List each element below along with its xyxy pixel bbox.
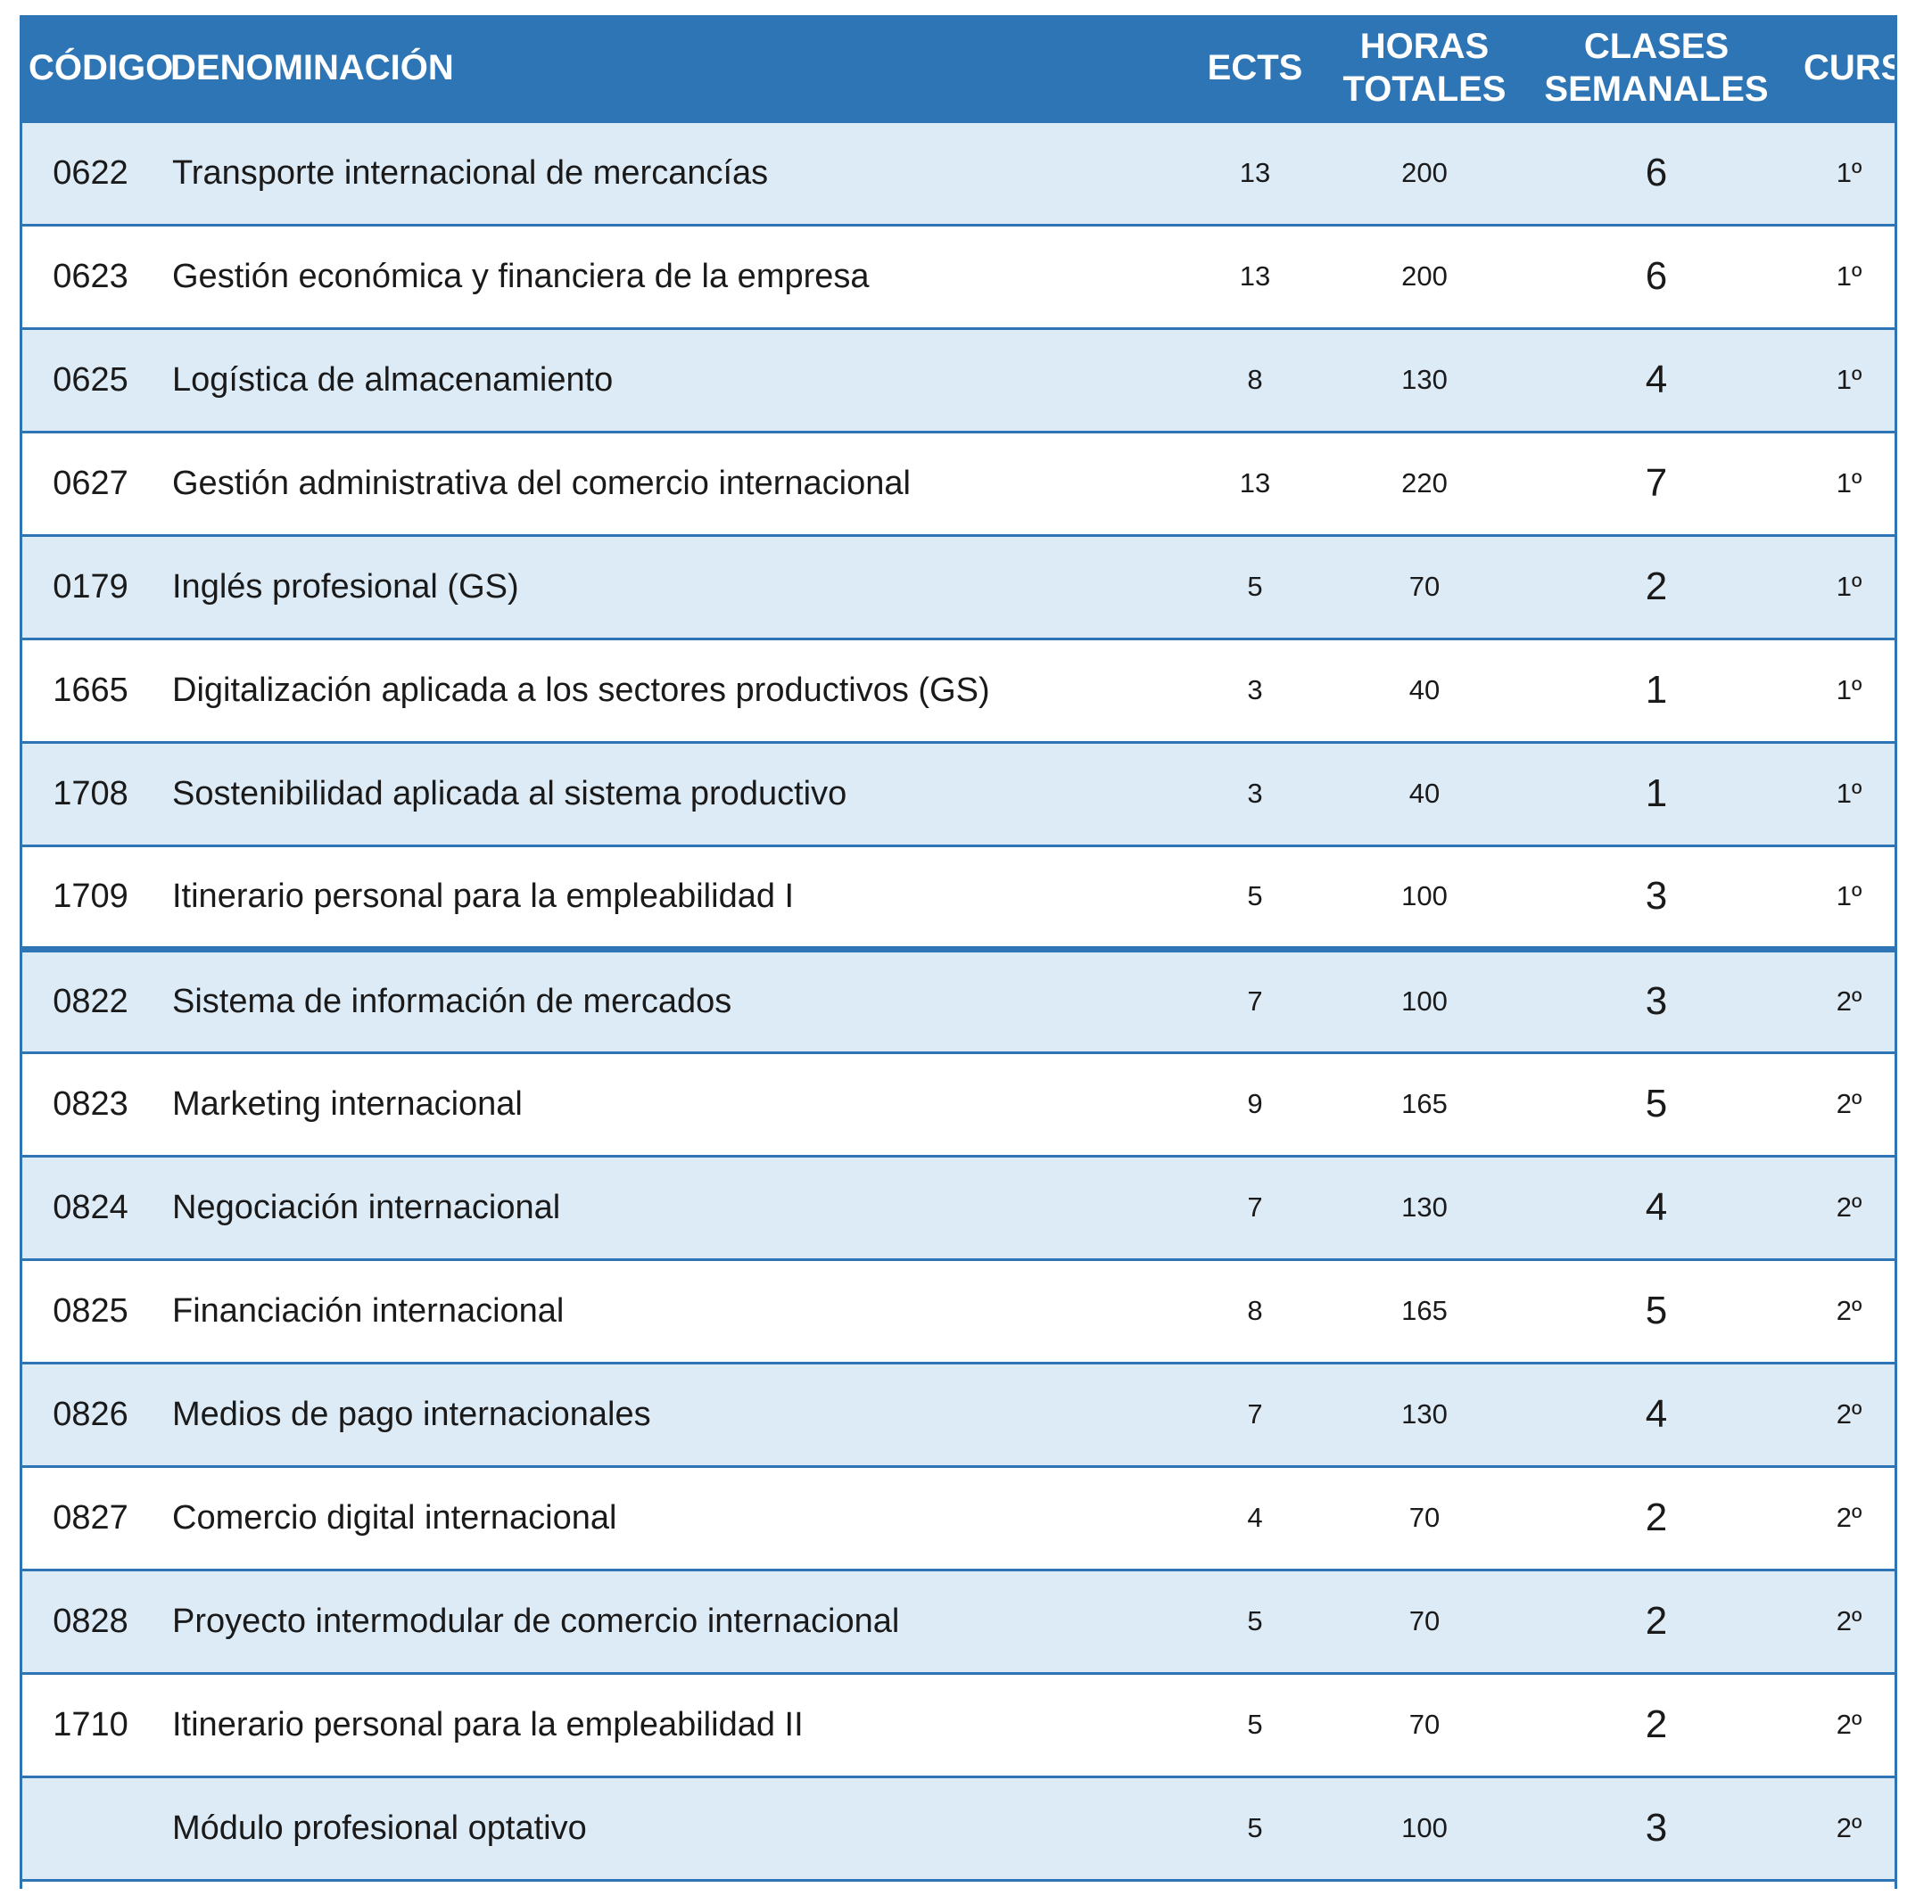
table-row xyxy=(20,121,1895,225)
cell-weekly: 3 xyxy=(1509,1776,1804,1880)
cell-weekly: 3 xyxy=(1509,845,1804,949)
cell-hours: 40 xyxy=(1340,639,1509,742)
cell-name: Comercio digital internacional xyxy=(167,1466,1170,1570)
cell-code: 1710 xyxy=(20,1673,167,1776)
cell-weekly: 3 xyxy=(1509,949,1804,1052)
cell-course: 2º xyxy=(1804,1570,1895,1673)
cell-name: Itinerario personal para la empleabilidad II xyxy=(167,1673,1170,1776)
header-ects: ECTS xyxy=(1207,47,1303,87)
cell-ects: 8 xyxy=(1170,1259,1340,1363)
cell-name: Sistema de información de mercados xyxy=(167,949,1170,1052)
table-header xyxy=(20,15,1932,121)
header-code: CÓDIGO xyxy=(29,47,174,87)
cell-weekly: 2 xyxy=(1509,1673,1804,1776)
modules-table-container xyxy=(20,15,1932,1882)
cell-course: 1º xyxy=(1804,535,1895,639)
header-weekly-line2: SEMANALES xyxy=(1544,69,1769,109)
header-name: DENOMINACIÓN xyxy=(170,47,454,87)
cell-name: Gestión administrativa del comercio internacional xyxy=(167,432,1170,535)
header-weekly xyxy=(1509,15,1804,121)
cell-weekly: 4 xyxy=(1509,328,1804,432)
cell-weekly: 7 xyxy=(1509,432,1804,535)
cell-ects: 7 xyxy=(1170,949,1340,1052)
table-row xyxy=(20,225,1895,328)
cell-ects: 3 xyxy=(1170,742,1340,845)
cell-weekly: 1 xyxy=(1509,639,1804,742)
cell-code: 0822 xyxy=(20,949,167,1052)
cell-course: 2º xyxy=(1804,1259,1895,1363)
cell-course: 1º xyxy=(1804,121,1895,225)
cell-code: 0625 xyxy=(20,328,167,432)
cell-weekly: 4 xyxy=(1509,1363,1804,1466)
table-row xyxy=(20,1052,1895,1156)
cell-course: 2º xyxy=(1804,1363,1895,1466)
cell-code: 0622 xyxy=(20,121,167,225)
cell-course: 1º xyxy=(1804,432,1895,535)
cell-hours: 130 xyxy=(1340,328,1509,432)
table-row xyxy=(20,535,1895,639)
cell-ects: 5 xyxy=(1170,845,1340,949)
table-row xyxy=(20,1259,1895,1363)
cell-hours: 130 xyxy=(1340,1363,1509,1466)
cell-name: Módulo profesional optativo xyxy=(167,1776,1170,1880)
cell-ects: 5 xyxy=(1170,535,1340,639)
cell-name: Medios de pago internacionales xyxy=(167,1363,1170,1466)
cell-code: 0826 xyxy=(20,1363,167,1466)
modules-table xyxy=(20,15,1932,1882)
cell-code xyxy=(20,1776,167,1880)
cell-code: 0627 xyxy=(20,432,167,535)
cell-code: 0827 xyxy=(20,1466,167,1570)
table-body xyxy=(20,121,1895,1880)
cell-name: Inglés profesional (GS) xyxy=(167,535,1170,639)
cell-weekly: 2 xyxy=(1509,1570,1804,1673)
cell-ects: 7 xyxy=(1170,1156,1340,1259)
cell-code: 0623 xyxy=(20,225,167,328)
cell-ects: 5 xyxy=(1170,1570,1340,1673)
cell-hours: 100 xyxy=(1340,949,1509,1052)
cell-course: 1º xyxy=(1804,639,1895,742)
cell-hours: 165 xyxy=(1340,1259,1509,1363)
cell-hours: 70 xyxy=(1340,1466,1509,1570)
header-weekly-line1: CLASES xyxy=(1583,26,1730,66)
cell-hours: 70 xyxy=(1340,1673,1509,1776)
table-row xyxy=(20,1363,1895,1466)
cell-name: Proyecto intermodular de comercio internacional xyxy=(167,1570,1170,1673)
table-row xyxy=(20,949,1895,1052)
table-row xyxy=(20,432,1895,535)
cell-code: 0828 xyxy=(20,1570,167,1673)
cell-course: 2º xyxy=(1804,1776,1895,1880)
cell-name: Marketing internacional xyxy=(167,1052,1170,1156)
cell-course: 2º xyxy=(1804,949,1895,1052)
cell-hours: 100 xyxy=(1340,1776,1509,1880)
cell-name: Digitalización aplicada a los sectores productivos (GS) xyxy=(167,639,1170,742)
cell-hours: 70 xyxy=(1340,1570,1509,1673)
cell-name: Itinerario personal para la empleabilidad I xyxy=(167,845,1170,949)
header-hours xyxy=(1340,15,1509,121)
cell-code: 0179 xyxy=(20,535,167,639)
cell-name: Transporte internacional de mercancías xyxy=(167,121,1170,225)
cell-weekly: 2 xyxy=(1509,535,1804,639)
table-row xyxy=(20,845,1895,949)
cell-weekly: 4 xyxy=(1509,1156,1804,1259)
cell-ects: 7 xyxy=(1170,1363,1340,1466)
cell-ects: 13 xyxy=(1170,121,1340,225)
cell-ects: 8 xyxy=(1170,328,1340,432)
header-hours-line1: HORAS xyxy=(1359,26,1490,66)
cell-code: 1665 xyxy=(20,639,167,742)
cell-weekly: 2 xyxy=(1509,1466,1804,1570)
cell-code: 0825 xyxy=(20,1259,167,1363)
table-row xyxy=(20,639,1895,742)
cell-ects: 13 xyxy=(1170,432,1340,535)
cell-ects: 9 xyxy=(1170,1052,1340,1156)
cell-weekly: 1 xyxy=(1509,742,1804,845)
cell-ects: 13 xyxy=(1170,225,1340,328)
cell-course: 2º xyxy=(1804,1673,1895,1776)
cell-hours: 165 xyxy=(1340,1052,1509,1156)
cell-ects: 3 xyxy=(1170,639,1340,742)
header-row xyxy=(20,15,1895,121)
cell-hours: 200 xyxy=(1340,121,1509,225)
cell-course: 1º xyxy=(1804,845,1895,949)
cell-code: 0824 xyxy=(20,1156,167,1259)
cell-code: 1709 xyxy=(20,845,167,949)
table-row xyxy=(20,1570,1895,1673)
cell-weekly: 6 xyxy=(1509,121,1804,225)
table-row xyxy=(20,1673,1895,1776)
cell-course: 1º xyxy=(1804,225,1895,328)
table-row xyxy=(20,1156,1895,1259)
table-row xyxy=(20,1466,1895,1570)
cell-course: 1º xyxy=(1804,328,1895,432)
cell-weekly: 5 xyxy=(1509,1259,1804,1363)
cell-weekly: 5 xyxy=(1509,1052,1804,1156)
cell-ects: 4 xyxy=(1170,1466,1340,1570)
cell-course: 2º xyxy=(1804,1466,1895,1570)
cell-hours: 200 xyxy=(1340,225,1509,328)
cell-code: 0823 xyxy=(20,1052,167,1156)
cell-code: 1708 xyxy=(20,742,167,845)
cell-course: 2º xyxy=(1804,1052,1895,1156)
cell-hours: 100 xyxy=(1340,845,1509,949)
cell-name: Financiación internacional xyxy=(167,1259,1170,1363)
cell-name: Negociación internacional xyxy=(167,1156,1170,1259)
cell-hours: 40 xyxy=(1340,742,1509,845)
header-hours-line2: TOTALES xyxy=(1342,69,1507,109)
cell-name: Sostenibilidad aplicada al sistema productivo xyxy=(167,742,1170,845)
cell-weekly: 6 xyxy=(1509,225,1804,328)
cell-name: Logística de almacenamiento xyxy=(167,328,1170,432)
cell-ects: 5 xyxy=(1170,1673,1340,1776)
cell-name: Gestión económica y financiera de la empresa xyxy=(167,225,1170,328)
table-row xyxy=(20,742,1895,845)
header-course: CURSO xyxy=(1804,47,1932,87)
cell-course: 1º xyxy=(1804,742,1895,845)
table-row xyxy=(20,328,1895,432)
cell-hours: 130 xyxy=(1340,1156,1509,1259)
cell-hours: 70 xyxy=(1340,535,1509,639)
cell-ects: 5 xyxy=(1170,1776,1340,1880)
table-row xyxy=(20,1776,1895,1880)
cell-hours: 220 xyxy=(1340,432,1509,535)
cell-course: 2º xyxy=(1804,1156,1895,1259)
